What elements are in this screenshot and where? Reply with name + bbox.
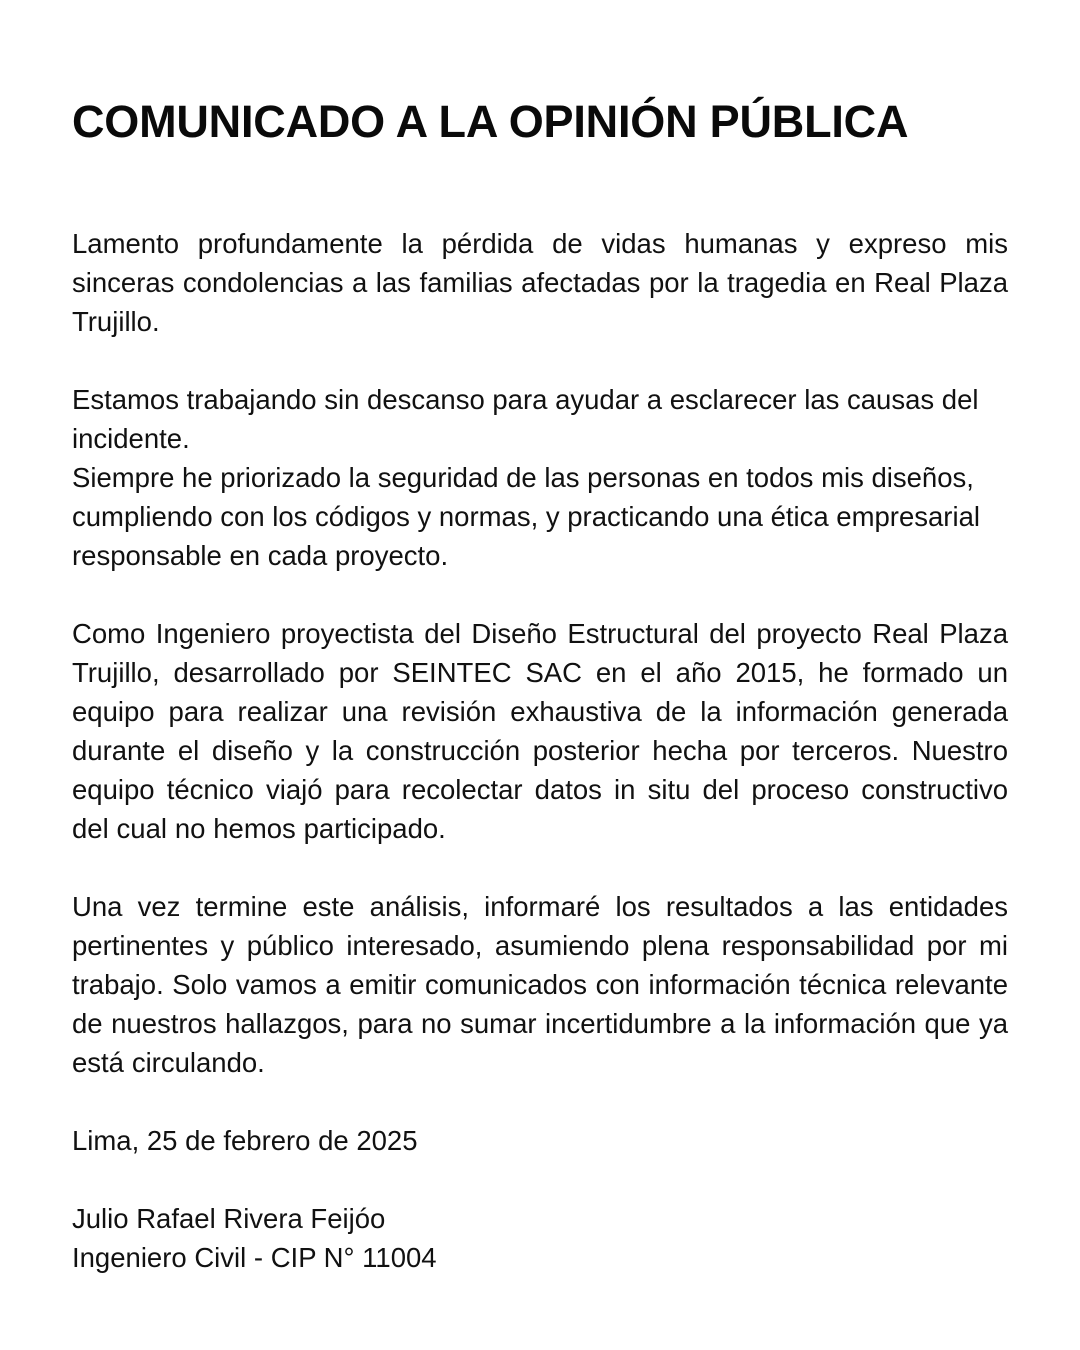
paragraph-group — [72, 224, 1008, 1277]
page-title: COMUNICADO A LA OPINIÓN PÚBLICA — [72, 96, 909, 147]
signatory-name: Julio Rafael Rivera Feijóo — [72, 1203, 386, 1234]
paragraph-safety-priority: Siempre he priorizado la seguridad de las personas en todos mis diseños, cumpliendo con los códigos y normas, y practicando una ética empresarial responsable en cada proyecto. — [72, 462, 980, 571]
signature-spacer — [72, 1160, 1008, 1199]
paragraph-condolences: Lamento profundamente la pérdida de vidas humanas y expreso mis sinceras condolencias a las familias afectadas por la tragedia en Real Plaza Trujillo. — [72, 228, 1008, 337]
paragraph-project-role: Como Ingeniero proyectista del Diseño Estructural del proyecto Real Plaza Trujillo, desarrollado por SEINTEC SAC en el año 2015, he formado un equipo para realizar una revisión exhaustiva de la información generada durante el diseño y la construcción posterior hecha por terceros. Nuestro equipo técnico viajó para recolectar datos in situ del proceso constructivo del cual no hemos participado. — [72, 618, 1008, 844]
document-body — [72, 96, 1008, 1277]
signatory-credentials: Ingeniero Civil - CIP N° 11004 — [72, 1242, 437, 1273]
signature-block — [72, 1199, 1008, 1277]
paragraph-investigation: Estamos trabajando sin descanso para ayudar a esclarecer las causas del incidente. — [72, 384, 979, 454]
paragraph-next-steps: Una vez termine este análisis, informaré los resultados a las entidades pertinentes y público interesado, asumiendo plena responsabilidad por mi trabajo. Solo vamos a emitir comunicados con información técnica relevante de nuestros hallazgos, para no sumar incertidumbre a la información que ya está circulando. — [72, 891, 1008, 1078]
place-and-date: Lima, 25 de febrero de 2025 — [72, 1125, 418, 1156]
